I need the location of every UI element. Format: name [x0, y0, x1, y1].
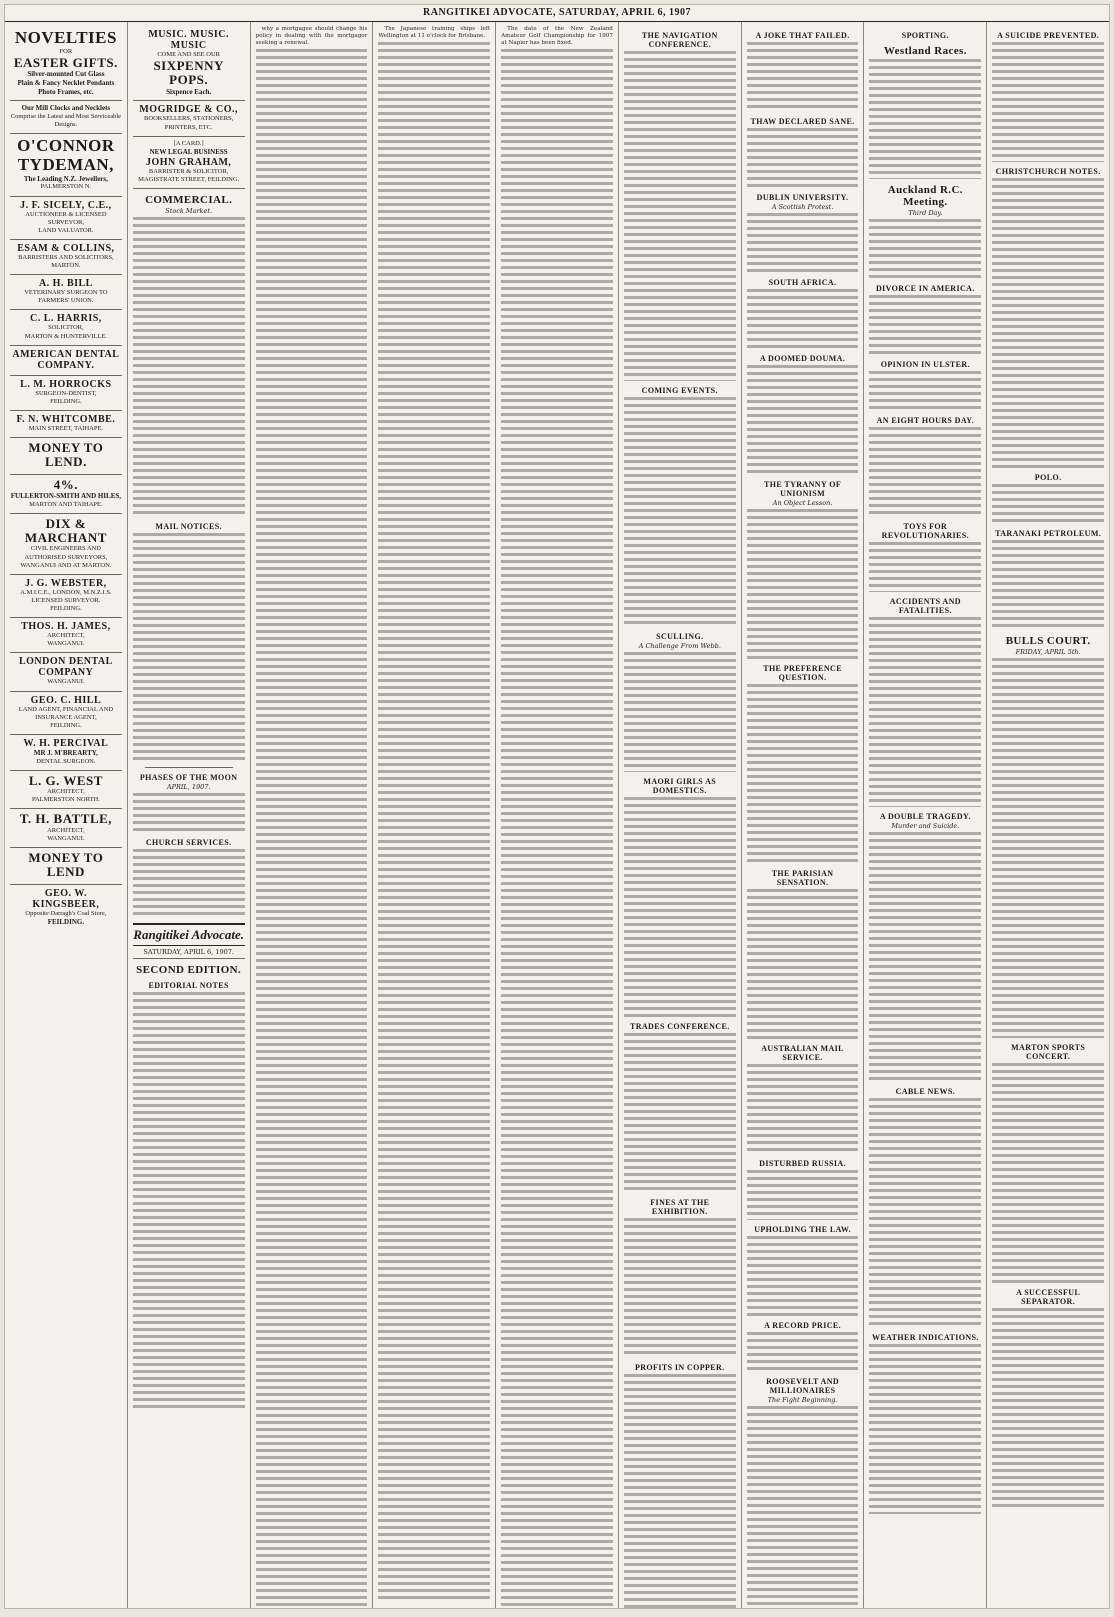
article-body: [747, 365, 859, 475]
ad-line: WANGANUI.: [47, 640, 85, 648]
article-body: [501, 49, 613, 1608]
ad-title: F. N. WHITCOMBE.: [16, 413, 116, 425]
ad-line: Comprise the Latest and Most Serviceable Designs.: [10, 113, 122, 129]
article-body: [869, 427, 981, 517]
ad-title: MUSIC. MUSIC. MUSIC: [148, 29, 229, 51]
section-heading: SOUTH AFRICA.: [768, 278, 837, 287]
article-body: [869, 617, 981, 807]
article-body: [747, 128, 859, 188]
section-heading: A RECORD PRICE.: [764, 1321, 842, 1330]
ad-line: PALMERSTON NORTH.: [31, 796, 100, 804]
ad-title: 4%.: [53, 476, 79, 492]
article-body: [133, 849, 245, 919]
ad-percival: [10, 735, 122, 771]
ad-title: TYDEMAN,: [17, 155, 114, 175]
ad-line: CIVIL ENGINEERS AND AUTHORISED SURVEYORS,: [24, 545, 108, 561]
column-3: [251, 22, 374, 1608]
article-body: [747, 213, 859, 273]
ad-title: MONEY TO LEND: [28, 849, 104, 880]
ad-line: FOR: [59, 47, 73, 55]
article-body: [747, 1064, 859, 1154]
ad-title: A. H. BILL: [38, 278, 93, 290]
ad-title: L. G. WEST: [28, 772, 103, 788]
ad-webster: [10, 575, 122, 618]
ad-kingsbeer: [10, 885, 122, 931]
ad-line: MARTON AND TAIHAPE.: [29, 500, 103, 508]
ad-line: The Leading N.Z. Jewellers,: [23, 174, 108, 183]
ad-west: [10, 771, 122, 810]
ad-line: WANGANUI AND AT MARTON.: [20, 561, 112, 569]
ad-title: JOHN GRAHAM,: [145, 156, 232, 168]
ad-line: SOLICITOR,: [48, 324, 84, 332]
article-body: [624, 1374, 736, 1608]
ad-line: MR J. M'BREARTY,: [33, 748, 98, 757]
column-4: [373, 22, 496, 1608]
ad-line: WANGANUI.: [47, 834, 85, 842]
ad-line: MARTON & HUNTERVILLE.: [24, 332, 107, 340]
paper-banner: Rangitikei Advocate.: [133, 923, 245, 946]
ad-title: SIXPENNY POPS.: [153, 58, 224, 88]
ad-american-dental: [10, 346, 122, 376]
ad-title: GEO. C. HILL: [30, 694, 102, 706]
section-heading: A SUICIDE PREVENTED.: [997, 31, 1100, 40]
ad-line: PRINTERS, ETC.: [164, 123, 213, 131]
article-body: [869, 59, 981, 179]
ad-sicely: [10, 197, 122, 240]
ad-whitcombe: [10, 411, 122, 438]
section-subheading: Third Day.: [908, 209, 943, 217]
article-lead: The Japanese training ships left Wellington at 11 o'clock for Brisbane.: [378, 26, 491, 39]
ad-line: DENTAL SURGEON.: [36, 757, 96, 765]
section-heading: ROOSEVELT AND MILLIONAIRES: [766, 1377, 840, 1395]
masthead: [5, 5, 1109, 22]
section-heading: CABLE NEWS.: [895, 1087, 956, 1096]
section-heading: THE PARISIAN SENSATION.: [771, 869, 834, 887]
section-heading: SPORTING.: [901, 31, 949, 40]
column-5: [496, 22, 619, 1608]
article-body: [869, 1344, 981, 1514]
section-heading: SECOND EDITION.: [136, 963, 242, 976]
article-body: [624, 397, 736, 627]
section-subheading: An Object Lesson.: [772, 499, 833, 507]
newspaper-page: [4, 4, 1110, 1609]
article-body: [133, 992, 245, 1412]
divider: [145, 767, 233, 768]
article-body: [869, 295, 981, 355]
column-6: [619, 22, 742, 1608]
article-lead: The date of the New Zealand Amateur Golf Championship for 1907 at Napier has been fixed.: [501, 26, 613, 46]
ad-line: LICENSED SURVEYOR.: [31, 596, 101, 604]
ad-title: THOS. H. JAMES,: [21, 621, 111, 633]
section-heading: CHRISTCHURCH NOTES.: [995, 167, 1101, 176]
section-heading: A SUCCESSFUL SEPARATOR.: [1016, 1288, 1081, 1306]
article-body: [747, 1236, 859, 1316]
section-heading: DISTURBED RUSSIA.: [759, 1159, 846, 1168]
dateline: SATURDAY, APRIL 6, 1907.: [133, 948, 245, 959]
ad-title: GEO. W. KINGSBEER,: [32, 887, 100, 910]
ad-line: ARCHITECT,: [47, 826, 85, 834]
section-heading: TRADES CONFERENCE.: [629, 1022, 730, 1031]
ad-line: PALMERSTON N.: [40, 183, 92, 191]
section-heading: DIVORCE IN AMERICA.: [875, 284, 975, 293]
section-heading: COMMERCIAL.: [145, 193, 233, 206]
section-subheading: A Scottish Protest.: [771, 203, 834, 211]
section-subheading: A Challenge From Webb.: [638, 642, 721, 650]
article-body: [747, 1332, 859, 1372]
section-heading: POLO.: [1034, 473, 1062, 482]
section-heading: MARTON SPORTS CONCERT.: [1011, 1043, 1086, 1061]
section-heading: AN EIGHT HOURS DAY.: [876, 416, 975, 425]
ad-money-to-lend: [10, 438, 122, 475]
section-heading: PROFITS IN COPPER.: [634, 1363, 725, 1372]
ad-line: SURGEON-DENTIST,: [35, 389, 97, 397]
ad-line: ARCHITECT,: [47, 788, 85, 796]
ad-fullerton: [10, 475, 122, 514]
section-heading: OPINION IN ULSTER.: [880, 360, 970, 369]
ad-horrocks: [10, 376, 122, 411]
article-body: [992, 178, 1104, 468]
ad-london-dental: [10, 653, 122, 691]
section-heading: A DOUBLE TRAGEDY.: [879, 812, 971, 821]
ad-esam: [10, 240, 122, 275]
article-body: [747, 42, 859, 112]
ad-line: FEILDING.: [50, 605, 82, 613]
section-heading: PHASES OF THE MOON: [139, 772, 238, 782]
masthead-title: RANGITIKEI ADVOCATE, SATURDAY, APRIL 6, 1907: [423, 7, 691, 18]
ad-line: COME AND SEE OUR: [157, 51, 220, 58]
ad-bill: [10, 275, 122, 310]
column-8: [864, 22, 987, 1608]
section-heading: TARANAKI PETROLEUM.: [995, 529, 1102, 538]
ad-title: T. H. BATTLE,: [19, 811, 113, 827]
section-heading: THE NAVIGATION CONFERENCE.: [641, 31, 718, 49]
article-body: [747, 684, 859, 864]
ad-oconnor: [10, 134, 122, 196]
ad-dix-marchant: [10, 514, 122, 575]
article-body: [256, 49, 368, 1608]
ad-title: O'CONNOR: [17, 136, 115, 156]
article-body: [624, 1033, 736, 1193]
ad-title: MONEY TO LEND.: [28, 440, 104, 470]
ad-title: EASTER GIFTS.: [13, 54, 118, 70]
ad-line: FULLERTON-SMITH AND HILES,: [10, 492, 122, 500]
ad-harris: [10, 310, 122, 345]
article-body: [992, 658, 1104, 1038]
ad-title: AMERICAN DENTAL COMPANY.: [12, 348, 120, 371]
article-body: [624, 797, 736, 1017]
article-body: [869, 832, 981, 1082]
ad-line: NEW LEGAL BUSINESS: [149, 147, 228, 156]
section-heading: WEATHER INDICATIONS.: [871, 1333, 979, 1342]
section-heading: TOYS FOR REVOLUTIONARIES.: [881, 522, 970, 540]
ad-music: [133, 26, 245, 101]
ad-title: MOGRIDGE & CO.,: [139, 104, 238, 116]
article-body: [747, 889, 859, 1039]
article-body: [747, 509, 859, 659]
ad-line: WANGANUI.: [47, 678, 85, 686]
section-heading: A JOKE THAT FAILED.: [755, 31, 850, 40]
article-body: [133, 793, 245, 833]
section-subheading: The Fight Beginning.: [767, 1396, 838, 1404]
ad-line: MARTON.: [51, 262, 81, 270]
ad-line: FEILDING.: [47, 917, 85, 926]
section-heading: EDITORIAL NOTES: [148, 980, 229, 990]
section-heading: FINES AT THE EXHIBITION.: [650, 1198, 710, 1216]
section-subheading: Stock Market.: [165, 206, 213, 215]
columns: [5, 22, 1109, 1608]
ad-title: W. H. PERCIVAL: [23, 737, 109, 749]
article-body: [869, 1098, 981, 1328]
section-heading: THE TYRANNY OF UNIONISM: [763, 480, 842, 498]
column-1: [5, 22, 128, 1608]
ad-mogridge: [133, 101, 245, 136]
section-heading: Auckland R.C. Meeting.: [887, 184, 963, 208]
article-body: [133, 217, 245, 517]
ad-line: Photo Frames, etc.: [38, 87, 94, 96]
ad-money-to-lend-2: [10, 848, 122, 885]
ad-hill: [10, 692, 122, 735]
ad-line: MAIN STREET, TAIHAPE.: [28, 424, 104, 432]
ad-line: [A CARD.]: [173, 139, 204, 147]
section-subheading: APRIL, 1907.: [166, 782, 211, 791]
section-subheading: Murder and Suicide.: [891, 822, 960, 830]
ad-line: BARRISTERS AND SOLICITORS,: [18, 253, 114, 261]
article-body: [992, 42, 1104, 162]
ad-james: [10, 618, 122, 653]
section-heading: THE PREFERENCE QUESTION.: [763, 664, 842, 682]
section-heading: COMING EVENTS.: [641, 386, 718, 395]
ad-title: ESAM & COLLINS,: [17, 242, 115, 254]
ad-line: FEILDING.: [50, 397, 82, 405]
section-heading: BULLS COURT.: [1005, 635, 1091, 647]
ad-line: Our Mill Clocks and Necklets: [21, 104, 111, 113]
ad-clocks: [10, 101, 122, 134]
article-body: [869, 219, 981, 279]
article-body: [992, 540, 1104, 630]
ad-line: Plain & Fancy Necklet Pendants: [17, 78, 115, 87]
article-body: [869, 542, 981, 592]
section-heading: ACCIDENTS AND FATALITIES.: [889, 597, 961, 615]
section-heading: Westland Races.: [883, 45, 967, 57]
section-heading: UPHOLDING THE LAW.: [754, 1225, 851, 1234]
section-heading: A DOOMED DOUMA.: [759, 354, 846, 363]
ad-line: LAND AGENT, FINANCIAL AND INSURANCE AGENT,: [18, 705, 114, 721]
ad-title: J. G. WEBSTER,: [25, 577, 107, 589]
ad-line: MAGISTRATE STREET, FEILDING.: [138, 175, 240, 183]
section-heading: MAORI GIRLS AS DOMESTICS.: [643, 777, 717, 795]
section-heading: THAW DECLARED SANE.: [750, 117, 855, 126]
article-body: [624, 1218, 736, 1358]
ad-line: BARRISTER & SOLICITOR,: [148, 167, 229, 175]
article-body: [624, 652, 736, 772]
ad-line: A.M.I.C.E., LONDON, M.N.Z.I.S.: [20, 588, 112, 596]
section-heading: AUSTRALIAN MAIL SERVICE.: [761, 1044, 844, 1062]
ad-line: VETERINARY SURGEON TO FARMERS' UNION.: [24, 289, 108, 305]
ad-title: L. M. HORROCKS: [20, 378, 112, 390]
ad-line: Silver-mounted Cut Glass: [27, 70, 105, 79]
ad-line: BOOKSELLERS, STATIONERS,: [144, 115, 234, 123]
article-body: [747, 1170, 859, 1220]
ad-battle: [10, 809, 122, 848]
article-body: [747, 1406, 859, 1606]
ad-line: ARCHITECT,: [47, 632, 85, 640]
column-9: [987, 22, 1109, 1608]
ad-line: Sixpence Each.: [166, 87, 212, 96]
section-subheading: FRIDAY, APRIL 5th.: [1015, 648, 1081, 656]
article-body: [624, 51, 736, 381]
section-heading: MAIL NOTICES.: [155, 521, 222, 531]
article-lead: why a mortgagee should change his policy in dealing with the mortgagor seeking a renewal.: [255, 26, 368, 46]
article-body: [378, 42, 490, 1602]
article-body: [992, 484, 1104, 524]
ad-title: J. F. SICELY, C.E.,: [20, 199, 112, 211]
ad-line: FEILDING.: [50, 721, 82, 729]
ad-title: DIX & MARCHANT: [24, 515, 107, 546]
ad-title: NOVELTIES: [14, 28, 117, 47]
ad-graham: [133, 137, 245, 189]
article-body: [869, 371, 981, 411]
ad-title: LONDON DENTAL COMPANY: [18, 656, 113, 679]
ad-line: Opposite Darragh's Coal Store,: [25, 909, 107, 917]
ad-line: AUCTIONEER & LICENSED SURVEYOR,: [25, 210, 107, 226]
section-heading: CHURCH SERVICES.: [145, 837, 232, 847]
article-body: [133, 533, 245, 763]
article-body: [992, 1063, 1104, 1283]
column-7: [742, 22, 865, 1608]
column-2: [128, 22, 251, 1608]
ad-novelties: [10, 26, 122, 101]
section-heading: DUBLIN UNIVERSITY.: [756, 193, 849, 202]
article-body: [747, 289, 859, 349]
section-heading: SCULLING.: [656, 632, 704, 641]
article-body: [992, 1308, 1104, 1508]
ad-title: C. L. HARRIS,: [29, 313, 102, 325]
ad-line: LAND VALUATOR.: [38, 226, 94, 234]
